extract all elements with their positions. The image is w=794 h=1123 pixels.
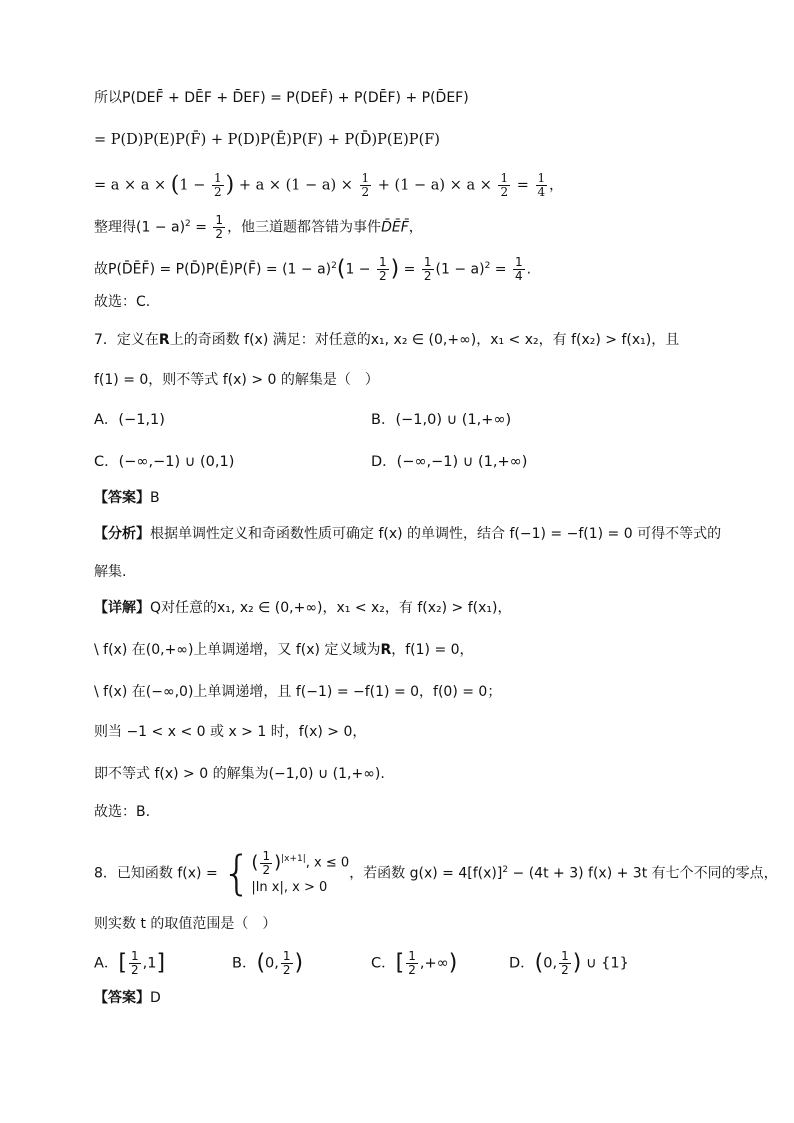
answer-q8: 【答案】D bbox=[94, 990, 161, 1006]
option-b-q8: B．(0, $\frac{1}{2}$ ) bbox=[232, 949, 304, 977]
detail-tag: 【详解】 bbox=[94, 600, 150, 616]
analysis-q7-line-2: 解集. bbox=[94, 564, 127, 580]
question-8-line-2: 则实数 t 的取值范围是（ ） bbox=[94, 916, 277, 932]
fraction: $\frac{1}{2}$ bbox=[361, 171, 370, 199]
detail-q7-line-2: \ f(x) 在(0,+∞)上单调递增，又 f(x) 定义域为R，f(1) = 0， bbox=[94, 642, 474, 658]
piecewise-function: { ( $\frac{1}{2}$ )$^{|x+1|}$, x ≤ 0 |ln x|, x > 0 bbox=[222, 846, 350, 901]
fraction: $\frac{1}{2}$ bbox=[213, 171, 222, 199]
question-7-line-2: f(1) = 0，则不等式 f(x) > 0 的解集是（ ） bbox=[94, 372, 379, 388]
fraction: $\frac{1}{2}$ bbox=[379, 255, 387, 284]
detail-q7-conclusion: 故选：B. bbox=[94, 804, 151, 820]
equation-text: 所以P(DEF̄ + DĒF + D̄EF) = P(DEF̄) + P(DĒF) + P(D̄EF) bbox=[94, 90, 469, 106]
fraction: $\frac{1}{2}$ bbox=[215, 213, 224, 242]
question-8-line-1: 8．已知函数 f(x) = { ( $\frac{1}{2}$ )$^{|x+1|}$, x ≤ 0 |ln x|, x > 0 ，若函数 $g(x) = 4[f(x)]^2 - (4t + 3) f(x) + 3t$ 有七个不同的零点， bbox=[94, 846, 778, 901]
detail-q7-line-1: 【详解】Q对任意的x₁, x₂ ∈ (0,+∞)，x₁ < x₂，有 f(x₂) > f(x₁)， bbox=[94, 600, 512, 616]
fraction: $\frac{1}{4}$ bbox=[514, 255, 523, 284]
answer-tag: 【答案】 bbox=[94, 490, 150, 506]
solution-line-4: 整理得$(1 - a)^2$ = $\frac{1}{2}$ ，他三道题都答错为事件D̄ĒF̄， bbox=[94, 213, 423, 242]
question-7-line-1: 7．定义在R上的奇函数 f(x) 满足：对任意的x₁, x₂ ∈ (0,+∞)，x₁ < x₂，有 f(x₂) > f(x₁)，且 bbox=[94, 332, 680, 348]
answer-tag: 【答案】 bbox=[94, 990, 150, 1006]
option-a-q7: A．(−1,1) bbox=[94, 412, 165, 428]
solution-line-1 bbox=[94, 88, 469, 108]
fraction: $\frac{1}{4}$ bbox=[537, 171, 546, 199]
solution-line-5: 故P(D̄ĒF̄) = P(D̄)P(Ē)P(F̄) = $(1 - a)^2(1$ − $\frac{1}{2}$ ) = $\frac{1}{2}$ $(1 - a)^2$ = $\frac{1}{4}$ . bbox=[94, 255, 532, 284]
analysis-tag: 【分析】 bbox=[94, 526, 150, 542]
option-b-q7: B．(−1,0) ∪ (1,+∞) bbox=[371, 412, 512, 428]
option-c-q8: C．[ $\frac{1}{2}$ ,+∞) bbox=[371, 949, 458, 977]
option-a-q8: A．[ $\frac{1}{2}$ ,1] bbox=[94, 949, 166, 977]
detail-q7-line-5: 即不等式 f(x) > 0 的解集为(−1,0) ∪ (1,+∞). bbox=[94, 766, 385, 782]
detail-q7-line-3: \ f(x) 在(−∞,0)上单调递增，且 f(−1) = −f(1) = 0，f(0) = 0； bbox=[94, 684, 502, 700]
solution-line-3: = a × a × (1 − $\frac{1}{2}$ ) + a × (1 − a) × $\frac{1}{2}$ + (1 − a) × a × $\frac{1}{2}$ = $\frac{1}{4}$ ， bbox=[94, 171, 564, 199]
option-d-q7: D．(−∞,−1) ∪ (1,+∞) bbox=[371, 454, 528, 470]
fraction: $\frac{1}{2}$ bbox=[423, 255, 432, 284]
detail-q7-line-4: 则当 −1 < x < 0 或 x > 1 时，f(x) > 0， bbox=[94, 724, 367, 740]
equation-text: = P(D)P(E)P(F̄) + P(D)P(Ē)P(F) + P(D̄)P(E)P(F) bbox=[94, 132, 440, 148]
analysis-q7-line-1: 【分析】根据单调性定义和奇函数性质可确定 f(x) 的单调性，结合 f(−1) = −f(1) = 0 可得不等式的 bbox=[94, 526, 722, 542]
solution-line-2 bbox=[94, 130, 440, 150]
fraction: $\frac{1}{2}$ bbox=[500, 171, 509, 199]
option-c-q7: C．(−∞,−1) ∪ (0,1) bbox=[94, 454, 235, 470]
solution-conclusion: 故选：C. bbox=[94, 294, 151, 310]
answer-q7: 【答案】B bbox=[94, 490, 160, 506]
option-d-q8: D．(0, $\frac{1}{2}$ ) ∪ {1} bbox=[509, 949, 629, 977]
